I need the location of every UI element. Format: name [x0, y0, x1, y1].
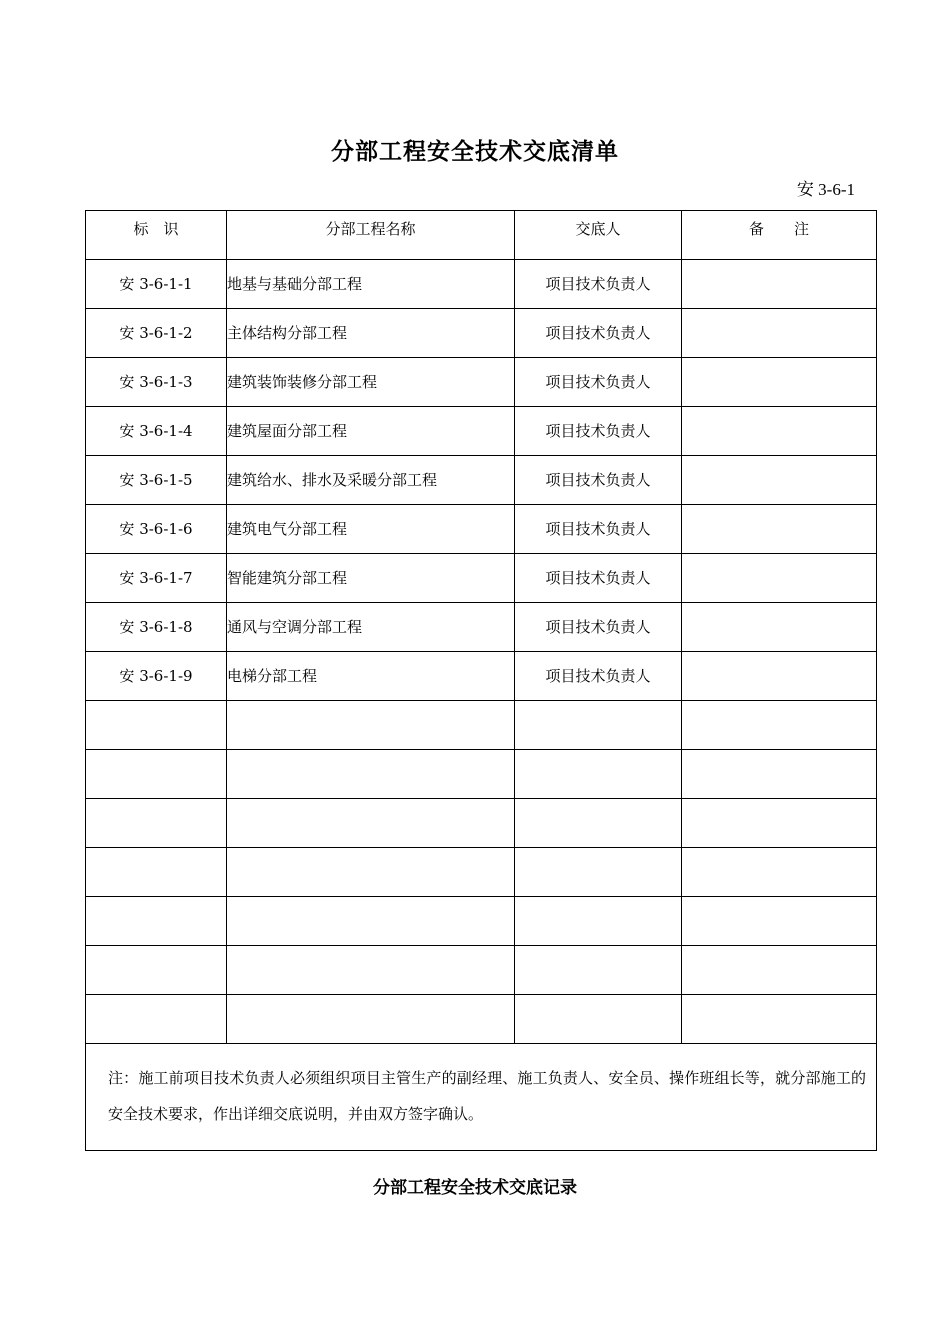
- header-id: 标 识: [86, 211, 227, 260]
- cell-person: 项目技术负责人: [515, 456, 682, 505]
- cell-person: 项目技术负责人: [515, 309, 682, 358]
- cell-note: [682, 358, 877, 407]
- table-header-row: [86, 211, 877, 260]
- cell-note: [682, 505, 877, 554]
- cell-person: [515, 848, 682, 897]
- header-name: 分部工程名称: [227, 211, 515, 260]
- cell-name: 智能建筑分部工程: [227, 554, 515, 603]
- table-row: [86, 407, 877, 456]
- cell-id: [86, 995, 227, 1044]
- cell-person: [515, 897, 682, 946]
- cell-person: [515, 701, 682, 750]
- cell-note: [682, 260, 877, 309]
- next-section-title: 分部工程安全技术交底记录: [373, 1178, 577, 1198]
- cell-id: 安 3-6-1-3: [86, 358, 227, 407]
- cell-id: 安 3-6-1-6: [86, 505, 227, 554]
- cell-note: [682, 603, 877, 652]
- cell-note: [682, 995, 877, 1044]
- cell-person: [515, 750, 682, 799]
- cell-id: [86, 701, 227, 750]
- form-code: 安 3-6-1: [796, 180, 855, 199]
- cell-name: 主体结构分部工程: [227, 309, 515, 358]
- table-row: [86, 946, 877, 995]
- cell-name: 电梯分部工程: [227, 652, 515, 701]
- cell-person: [515, 799, 682, 848]
- table-row: [86, 750, 877, 799]
- cell-id: [86, 848, 227, 897]
- cell-note: [682, 897, 877, 946]
- cell-name: [227, 897, 515, 946]
- cell-person: 项目技术负责人: [515, 603, 682, 652]
- cell-note: [682, 554, 877, 603]
- table-row: [86, 603, 877, 652]
- cell-id: 安 3-6-1-5: [86, 456, 227, 505]
- table-row: [86, 848, 877, 897]
- table-row: [86, 701, 877, 750]
- cell-person: 项目技术负责人: [515, 554, 682, 603]
- table-row: [86, 652, 877, 701]
- cell-person: 项目技术负责人: [515, 652, 682, 701]
- cell-name: [227, 995, 515, 1044]
- table-row: [86, 309, 877, 358]
- footnote-row: [86, 1044, 877, 1151]
- table-row: [86, 995, 877, 1044]
- cell-id: [86, 799, 227, 848]
- cell-id: [86, 946, 227, 995]
- cell-name: [227, 701, 515, 750]
- cell-note: [682, 848, 877, 897]
- table-row: [86, 456, 877, 505]
- cell-person: [515, 995, 682, 1044]
- cell-id: 安 3-6-1-7: [86, 554, 227, 603]
- cell-name: [227, 799, 515, 848]
- cell-id: 安 3-6-1-8: [86, 603, 227, 652]
- cell-note: [682, 652, 877, 701]
- cell-name: 地基与基础分部工程: [227, 260, 515, 309]
- cell-note: [682, 309, 877, 358]
- header-person: 交底人: [515, 211, 682, 260]
- cell-id: 安 3-6-1-4: [86, 407, 227, 456]
- cell-person: [515, 946, 682, 995]
- cell-name: [227, 848, 515, 897]
- cell-id: [86, 750, 227, 799]
- table-row: [86, 358, 877, 407]
- cell-name: 建筑屋面分部工程: [227, 407, 515, 456]
- cell-person: 项目技术负责人: [515, 260, 682, 309]
- handover-list-table: [85, 210, 877, 1151]
- cell-id: 安 3-6-1-9: [86, 652, 227, 701]
- cell-note: [682, 946, 877, 995]
- cell-name: [227, 946, 515, 995]
- cell-note: [682, 701, 877, 750]
- header-note: 备 注: [682, 211, 877, 260]
- cell-person: 项目技术负责人: [515, 407, 682, 456]
- table-row: [86, 260, 877, 309]
- table-row: [86, 505, 877, 554]
- cell-name: 建筑电气分部工程: [227, 505, 515, 554]
- table-row: [86, 897, 877, 946]
- cell-person: 项目技术负责人: [515, 358, 682, 407]
- table-row: [86, 554, 877, 603]
- cell-id: 安 3-6-1-2: [86, 309, 227, 358]
- cell-id: [86, 897, 227, 946]
- cell-id: 安 3-6-1-1: [86, 260, 227, 309]
- cell-note: [682, 407, 877, 456]
- document-title: 分部工程安全技术交底清单: [331, 139, 619, 165]
- table-row: [86, 799, 877, 848]
- cell-note: [682, 456, 877, 505]
- footnote-text: 注：施工前项目技术负责人必须组织项目主管生产的副经理、施工负责人、安全员、操作班组长等，就分部施工的安全技术要求，作出详细交底说明，并由双方签字确认。: [86, 1044, 877, 1151]
- cell-name: 建筑装饰装修分部工程: [227, 358, 515, 407]
- cell-name: [227, 750, 515, 799]
- cell-person: 项目技术负责人: [515, 505, 682, 554]
- cell-note: [682, 750, 877, 799]
- cell-name: 建筑给水、排水及采暖分部工程: [227, 456, 515, 505]
- table-body: [86, 211, 877, 1044]
- cell-name: 通风与空调分部工程: [227, 603, 515, 652]
- cell-note: [682, 799, 877, 848]
